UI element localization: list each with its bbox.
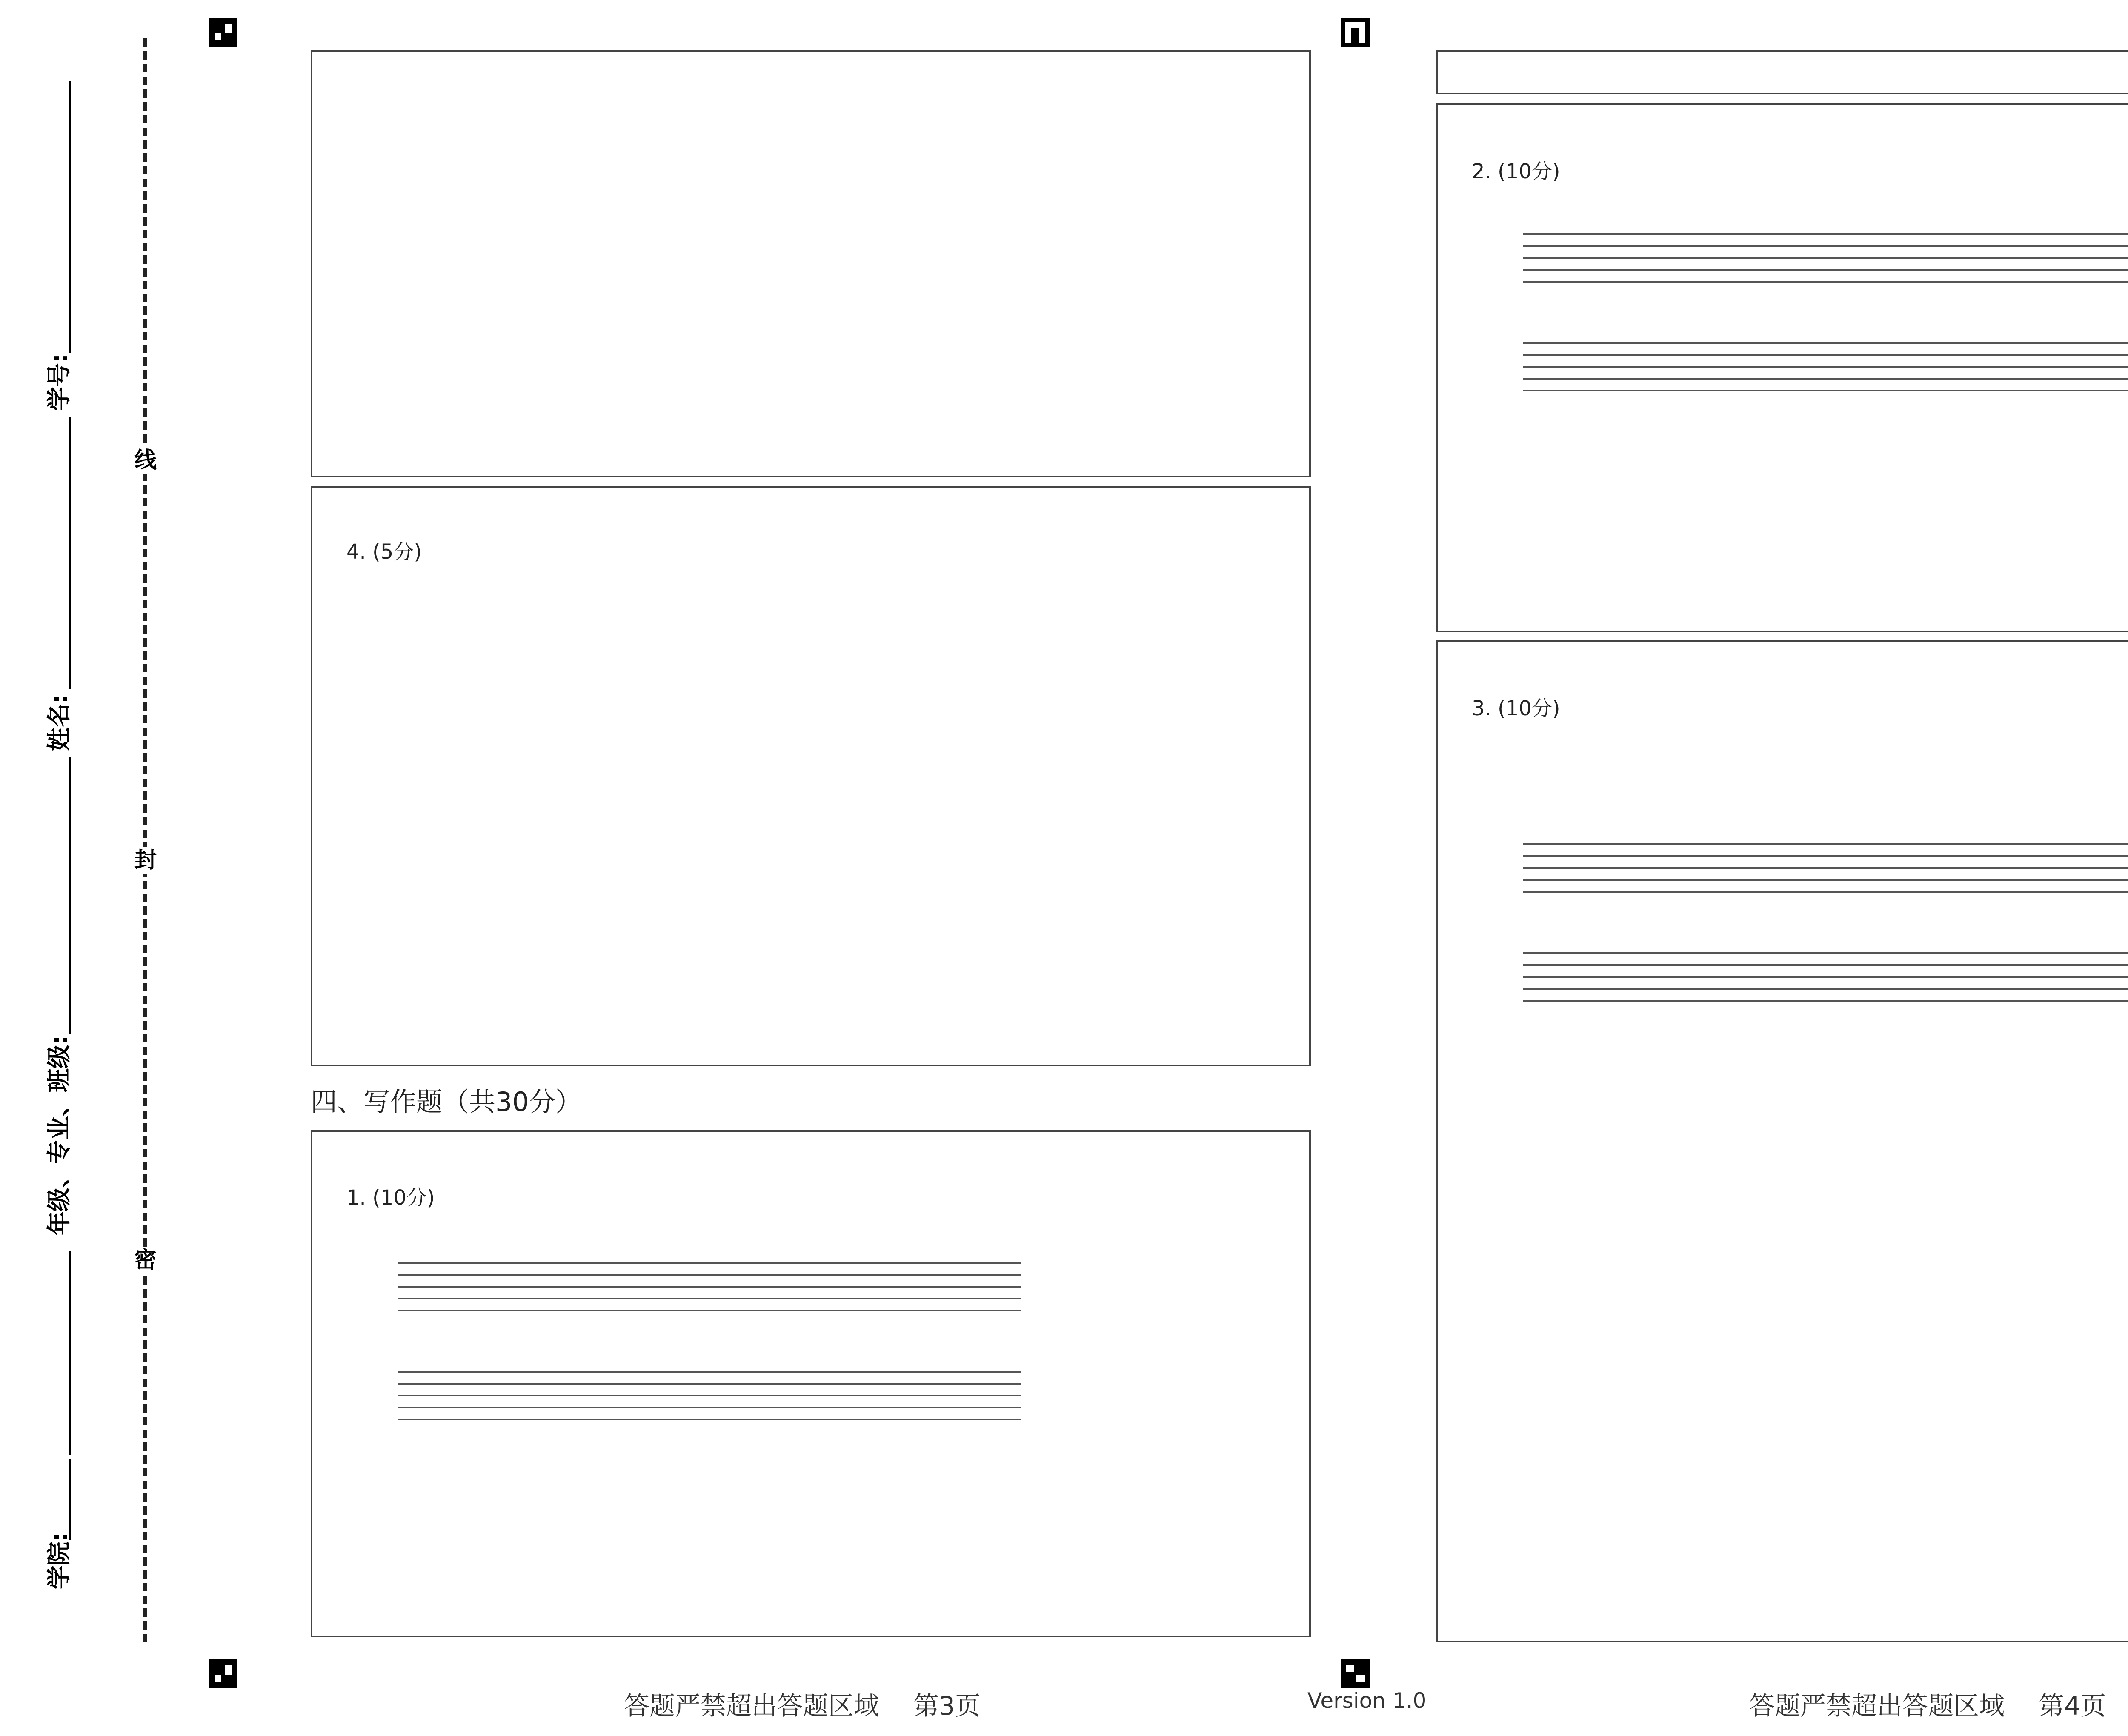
registration-marker-top-center (1341, 18, 1370, 47)
seal-label-mi: 密 (134, 1248, 157, 1273)
version-label: Version 1.0 (1307, 1688, 1427, 1713)
answer-box-writing-1[interactable] (311, 1130, 1311, 1637)
staff-lines (1523, 342, 2128, 402)
registration-marker-top-left (209, 18, 237, 47)
page3-footer (624, 1686, 1015, 1722)
footer-warning: 答题严禁超出答题区域 (624, 1691, 879, 1721)
q4-label: 4. (5分) (346, 540, 422, 564)
college-label: 学院: (46, 1532, 73, 1590)
top-underline (69, 81, 71, 353)
answer-box-top-strip[interactable] (1436, 50, 2128, 94)
seal-dashed-line (143, 38, 147, 1642)
staff-lines (1523, 952, 2128, 1012)
footer-page-number: 第4页 (2039, 1691, 2106, 1721)
registration-marker-bottom-center (1341, 1659, 1370, 1688)
answer-box-q4[interactable] (311, 486, 1311, 1066)
section-4-title: 四、写作题（共30分） (311, 1086, 582, 1117)
staff-lines (398, 1371, 1021, 1430)
staff-lines (1523, 843, 2128, 903)
answer-box-writing-3[interactable] (1436, 640, 2128, 1642)
name-label: 姓名: (46, 694, 73, 751)
answer-box-writing-2[interactable] (1436, 103, 2128, 632)
seal-label-feng: 封 (134, 848, 157, 873)
staff-lines (1523, 233, 2128, 293)
staff-lines (398, 1262, 1021, 1322)
writing-2-label: 2. (10分) (1472, 160, 1560, 183)
page4-footer (1749, 1686, 2128, 1722)
student-id-underline (69, 417, 71, 689)
footer-page-number: 第3页 (913, 1691, 981, 1721)
grade-major-class-label: 年级、专业、班级: (46, 1035, 73, 1236)
seal-label-xian: 线 (134, 448, 157, 473)
grade-major-class-underline (69, 1251, 71, 1455)
name-underline (69, 757, 71, 1034)
student-id-label: 学号: (46, 353, 73, 411)
writing-3-label: 3. (10分) (1472, 697, 1560, 720)
registration-marker-bottom-left (209, 1659, 237, 1688)
answer-box-continued[interactable] (311, 50, 1311, 477)
footer-warning: 答题严禁超出答题区域 (1749, 1691, 2005, 1721)
writing-1-label: 1. (10分) (346, 1186, 435, 1210)
